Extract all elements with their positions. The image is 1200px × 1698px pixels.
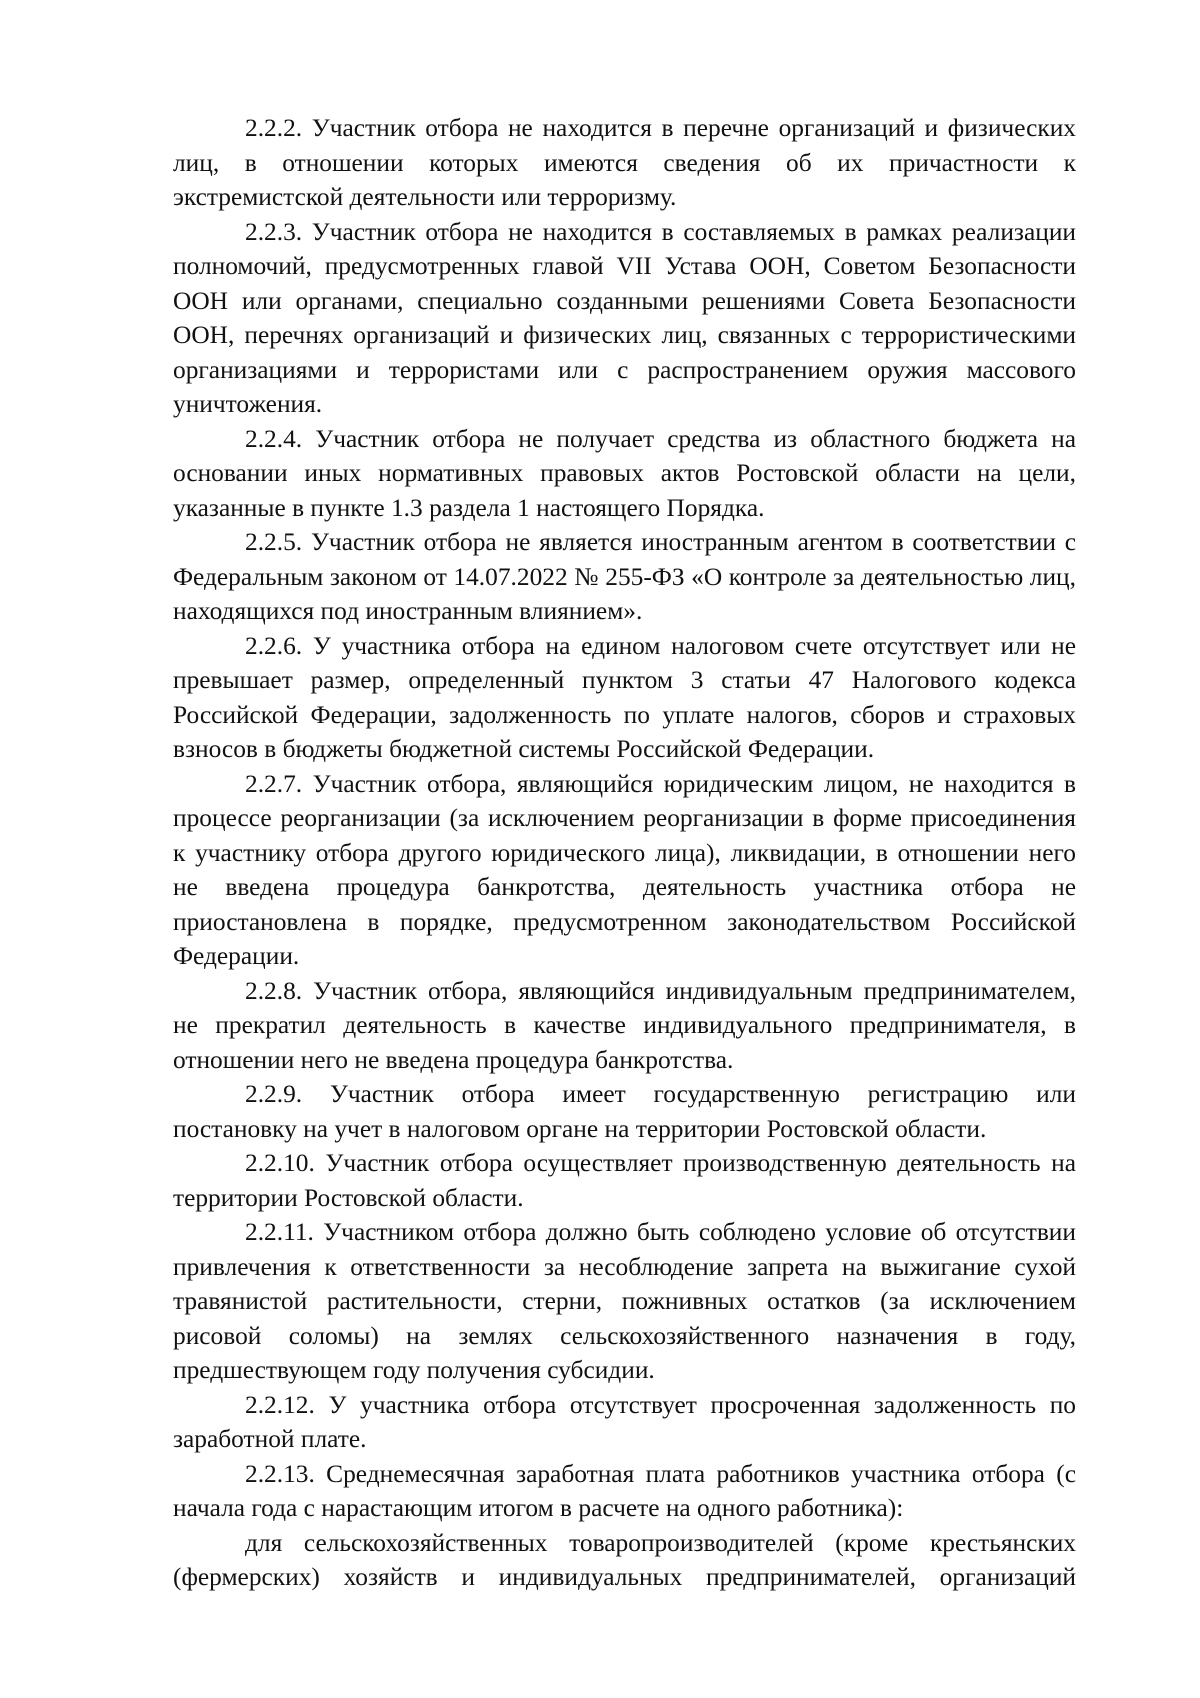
paragraph-2-2-4: 2.2.4. Участник отбора не получает средства из областного бюджета на основании иных нормативных правовых актов Ростовской области на цели, указанные в пункте 1.3 раздела 1 настоящего Порядка. [173,424,1076,522]
paragraph-2-2-11: 2.2.11. Участником отбора должно быть соблюдено условие об отсутствии привлечения к ответственности за несоблюдение запрета на выжигание сухой травянистой растительности, стерни, пожнивных остатков (за исключением рисовой соломы) на землях сельскохозяйственного назначения в году, предшествующем году получения субсидии. [173,1218,1076,1384]
paragraph-2-2-5: 2.2.5. Участник отбора не является иностранным агентом в соответствии с Федеральным законом от 14.07.2022 № 255-ФЗ «О контроле за деятельностью лиц, находящихся под иностранным влиянием». [173,528,1076,625]
paragraph-2-2-10: 2.2.10. Участник отбора осуществляет производственную деятельность на территории Ростовской области. [173,1149,1076,1212]
paragraph-2-2-12: 2.2.12. У участника отбора отсутствует просроченная задолженность по заработной плате. [173,1390,1076,1453]
document-page [173,111,1076,1595]
paragraph-2-2-13: 2.2.13. Среднемесячная заработная плата работников участника отбора (с начала года с нарастающим итогом в расчете на одного работника): [173,1459,1076,1522]
paragraph-2-2-9: 2.2.9. Участник отбора имеет государственную регистрацию или постановку на учет в налоговом органе на территории Ростовской области. [173,1080,1076,1143]
paragraph-2-2-2: 2.2.2. Участник отбора не находится в перечне организаций и физических лиц, в отношении которых имеются сведения об их причастности к экстремистской деятельности или терроризму. [173,114,1076,211]
paragraph-2-2-7: 2.2.7. Участник отбора, являющийся юридическим лицом, не находится в процессе реорганизации (за исключением реорганизации в форме присоединения к участнику отбора другого юридического лица), ликвидации, в отношении него не введена процедура банкротства, деятельность участника отбора не приостановлена в порядке, предусмотренном законодательством Российской Федерации. [173,769,1076,970]
paragraph-agri-producers: для сельскохозяйственных товаропроизводителей (кроме крестьянских (фермерских) хозяйств и индивидуальных предпринимателей, организаций [173,1528,1076,1591]
paragraph-2-2-8: 2.2.8. Участник отбора, являющийся индивидуальным предпринимателем, не прекратил деятельность в качестве индивидуального предпринимателя, в отношении него не введена процедура банкротства. [173,976,1076,1074]
paragraph-2-2-3: 2.2.3. Участник отбора не находится в составляемых в рамках реализации полномочий, предусмотренных главой VII Устава ООН, Советом Безопасности ООН или органами, специально созданными решениями Совета Безопасности ООН, перечнях организаций и физических лиц, связанных с террористическими организациями и террористами или с распространением оружия массового уничтожения. [173,217,1076,418]
paragraph-2-2-6: 2.2.6. У участника отбора на едином налоговом счете отсутствует или не превышает размер, определенный пунктом 3 статьи 47 Налогового кодекса Российской Федерации, задолженность по уплате налогов, сборов и страховых взносов в бюджеты бюджетной системы Российской Федерации. [173,631,1076,763]
